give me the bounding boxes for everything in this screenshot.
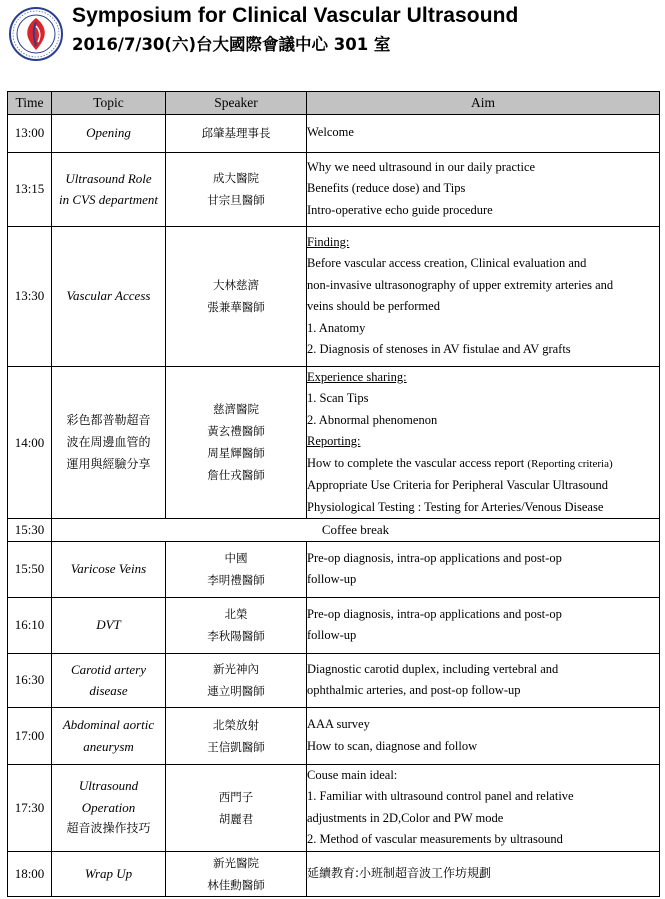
topic-line: 運用與經驗分享 — [66, 457, 151, 472]
aim-line: adjustments in 2D,Color and PW mode — [307, 810, 504, 825]
speaker-line: 張兼華醫師 — [207, 300, 265, 314]
page-title: Symposium for Clinical Vascular Ultrasound — [72, 4, 519, 27]
topic-cell — [52, 707, 166, 764]
time-cell: 17:00 — [8, 707, 52, 764]
topic-cell — [52, 653, 166, 707]
speaker-line: 慈濟醫院 — [213, 402, 259, 417]
topic-line: aneurysm — [83, 738, 134, 754]
aim-line: Appropriate Use Criteria for Peripheral Vascular Ultrasound — [307, 478, 609, 492]
aim-heading: Experience sharing: — [307, 369, 407, 384]
page-subtitle: 2016/7/30(六)台大國際會議中心 301 室 — [72, 35, 391, 54]
society-logo-icon — [8, 6, 64, 62]
time-cell: 13:15 — [8, 152, 52, 226]
aim-cell — [307, 597, 660, 653]
aim-cell — [307, 366, 660, 519]
speaker-cell — [166, 541, 307, 597]
aim-line: follow-up — [307, 572, 357, 586]
topic-line: Operation — [81, 799, 136, 815]
time-cell: 14:00 — [8, 366, 52, 519]
time-cell: 13:30 — [8, 226, 52, 366]
aim-line: 1. Anatomy — [307, 320, 366, 335]
aim-line: Why we need ultrasound in our daily practice — [307, 159, 536, 174]
aim-line: Couse main ideal: — [307, 767, 398, 782]
speaker-cell — [166, 114, 307, 152]
aim-cell — [307, 764, 660, 851]
aim-cell — [307, 851, 660, 896]
table-header-row — [8, 92, 660, 115]
aim-line: 2. Abnormal phenomenon — [307, 412, 438, 427]
speaker-line: 胡麗君 — [218, 811, 254, 826]
topic-cell — [52, 366, 166, 519]
topic-line: Vascular Access — [66, 288, 151, 304]
aim-line: veins should be performed — [307, 299, 440, 313]
aim-line: 1. Scan Tips — [307, 391, 369, 405]
table-row — [8, 707, 660, 764]
table-row — [8, 541, 660, 597]
coffee-break-cell: Coffee break — [52, 519, 660, 542]
speaker-line: 邱肇基理事長 — [201, 126, 271, 140]
speaker-line: 大林慈濟 — [213, 278, 259, 292]
time-cell: 15:30 — [8, 519, 52, 542]
aim-cell — [307, 226, 660, 366]
topic-line: 超音波操作技巧 — [66, 821, 151, 836]
topic-line: Carotid artery — [71, 661, 146, 677]
topic-cell — [52, 541, 166, 597]
speaker-line: 北榮放射 — [213, 717, 259, 732]
time-cell: 16:30 — [8, 653, 52, 707]
speaker-line: 新光神內 — [213, 662, 259, 676]
table-row-break — [8, 519, 660, 542]
aim-cell — [307, 152, 660, 226]
speaker-line: 西門子 — [218, 789, 254, 804]
topic-line: 波在周邊血管的 — [66, 435, 151, 450]
aim-line: non-invasive ultrasonography of upper extremity arteries and — [307, 277, 614, 292]
table-row — [8, 653, 660, 707]
aim-line: 2. Method of vascular measurements by ultrasound — [307, 832, 563, 846]
table-row — [8, 851, 660, 896]
topic-cell — [52, 152, 166, 226]
aim-line: AAA survey — [307, 717, 370, 731]
aim-line: 延續教育:小班制超音波工作坊規劃 — [307, 865, 492, 880]
topic-line: Opening — [86, 125, 131, 141]
speaker-cell — [166, 226, 307, 366]
aim-cell — [307, 653, 660, 707]
topic-line: Wrap Up — [84, 865, 133, 881]
speaker-cell — [166, 851, 307, 896]
aim-line — [307, 453, 659, 476]
aim-cell — [307, 707, 660, 764]
time-cell: 17:30 — [8, 764, 52, 851]
column-header-topic: Topic — [52, 92, 166, 115]
table-row — [8, 226, 660, 366]
aim-heading: Finding: — [307, 234, 350, 249]
speaker-line: 中國 — [224, 551, 248, 565]
speaker-line: 新光醫院 — [213, 855, 259, 870]
aim-line: 2. Diagnosis of stenoses in AV fistulae and AV grafts — [307, 342, 571, 356]
topic-cell — [52, 226, 166, 366]
aim-cell — [307, 114, 660, 152]
speaker-cell — [166, 707, 307, 764]
topic-cell — [52, 764, 166, 851]
topic-line: 彩色都普勒超音 — [66, 413, 151, 428]
aim-line: ophthalmic arteries, and post-op follow-up — [307, 683, 521, 697]
speaker-line: 連立明醫師 — [207, 684, 265, 698]
speaker-line: 甘宗旦醫師 — [207, 193, 265, 207]
speaker-cell — [166, 764, 307, 851]
speaker-line: 王信凱醫師 — [207, 739, 265, 754]
time-cell: 18:00 — [8, 851, 52, 896]
topic-cell — [52, 597, 166, 653]
aim-line: Diagnostic carotid duplex, including vertebral and — [307, 661, 559, 676]
table-row — [8, 366, 660, 519]
table-row — [8, 597, 660, 653]
aim-line: Pre-op diagnosis, intra-op applications and post-op — [307, 550, 562, 565]
speaker-line: 詹仕戎醫師 — [207, 468, 265, 483]
aim-line: Welcome — [307, 125, 354, 140]
table-row — [8, 152, 660, 226]
speaker-line: 李明禮醫師 — [207, 573, 265, 587]
topic-line: Abdominal aortic — [62, 717, 155, 732]
column-header-time: Time — [8, 92, 52, 115]
time-cell: 15:50 — [8, 541, 52, 597]
speaker-line: 林佳勳醫師 — [207, 877, 265, 892]
topic-line: disease — [89, 683, 128, 698]
aim-line: Pre-op diagnosis, intra-op applications and post-op — [307, 606, 562, 621]
topic-cell — [52, 114, 166, 152]
page-header — [0, 0, 665, 70]
aim-heading: Reporting: — [307, 434, 361, 448]
topic-line: Varicose Veins — [70, 561, 147, 577]
topic-line: Ultrasound Role — [65, 170, 152, 186]
aim-line: Physiological Testing : Testing for Arteries/Venous Disease — [307, 499, 604, 514]
column-header-aim: Aim — [307, 92, 660, 115]
column-header-speaker: Speaker — [166, 92, 307, 115]
time-cell: 16:10 — [8, 597, 52, 653]
speaker-line: 成大醫院 — [213, 171, 259, 185]
time-cell: 13:00 — [8, 114, 52, 152]
aim-line: Benefits (reduce dose) and Tips — [307, 181, 466, 196]
aim-line: Before vascular access creation, Clinical evaluation and — [307, 256, 587, 270]
aim-cell — [307, 541, 660, 597]
speaker-cell — [166, 597, 307, 653]
aim-line: How to scan, diagnose and follow — [307, 738, 478, 753]
speaker-cell — [166, 366, 307, 519]
speaker-line: 周星輝醫師 — [207, 446, 265, 461]
aim-text: How to complete the vascular access report — [307, 455, 525, 470]
table-row — [8, 114, 660, 152]
aim-line: follow-up — [307, 628, 357, 642]
speaker-cell — [166, 653, 307, 707]
speaker-line: 黃玄禮醫師 — [207, 424, 265, 439]
schedule-table — [7, 91, 660, 897]
speaker-line: 李秋陽醫師 — [207, 629, 265, 643]
table-row — [8, 764, 660, 851]
aim-line: Intro-operative echo guide procedure — [307, 202, 493, 217]
topic-line: Ultrasound — [78, 778, 139, 794]
topic-line: in CVS department — [59, 192, 158, 207]
speaker-cell — [166, 152, 307, 226]
topic-cell — [52, 851, 166, 896]
topic-line: DVT — [96, 617, 121, 633]
speaker-line: 北榮 — [224, 607, 248, 621]
aim-note: (Reporting criteria) — [527, 457, 613, 470]
aim-line: 1. Familiar with ultrasound control panel and relative — [307, 789, 574, 803]
